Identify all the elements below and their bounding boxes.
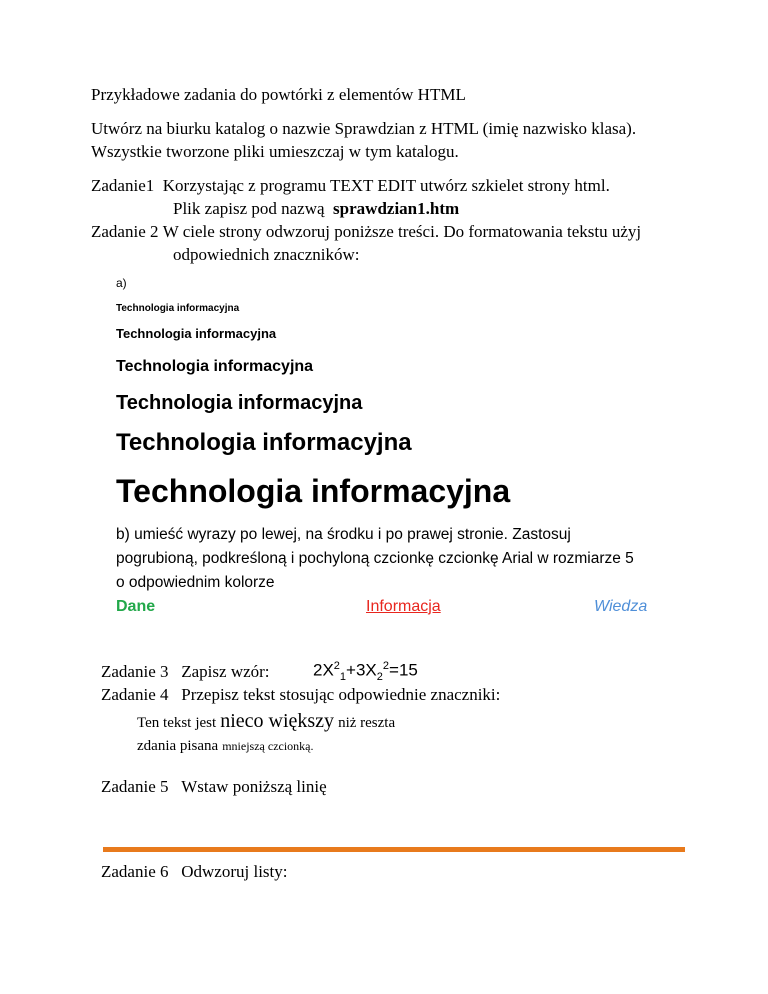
- task2-b-line2: pogrubioną, podkreśloną i pochyloną czcionkę czcionkę Arial w rozmiarze 5: [116, 550, 634, 567]
- task2-text: W ciele strony odwzoruj poniższe treści. Do formatowania tekstu użyj: [162, 222, 642, 241]
- task3-line: [101, 662, 270, 682]
- task2-line: [91, 222, 641, 242]
- formula-part-a: 2X: [313, 660, 334, 680]
- task5-label: Zadanie 5: [101, 777, 169, 796]
- task4-line: [101, 685, 500, 705]
- page-title: Przykładowe zadania do powtórki z elementów HTML: [91, 85, 466, 104]
- task4-sample-line1: [137, 710, 395, 733]
- task4-text: Przepisz tekst stosując odpowiednie znaczniki:: [181, 685, 501, 704]
- task3-label: Zadanie 3: [101, 662, 169, 681]
- formula-part-b: +3X: [346, 660, 377, 680]
- task6-line: [101, 862, 288, 882]
- task6-text: Odwzoruj listy:: [181, 862, 288, 881]
- formula: [313, 660, 418, 683]
- task1-label: Zadanie1: [91, 176, 155, 195]
- task1-line2: [173, 199, 459, 219]
- task5-text: Wstaw poniższą linię: [181, 777, 327, 796]
- intro-line-2: Wszystkie tworzone pliki umieszczaj w tym katalogu.: [91, 142, 459, 161]
- task2-line2: odpowiednich znaczników:: [173, 245, 360, 264]
- orange-horizontal-line: [103, 847, 685, 852]
- task2-b-line3: o odpowiednim kolorze: [116, 574, 275, 591]
- task2-a-label: a): [116, 276, 127, 290]
- sample-normal-1: Ten tekst: [137, 715, 192, 731]
- word-right: Wiedza: [594, 598, 648, 615]
- word-center: Informacja: [366, 598, 441, 615]
- heading-h1: Technologia informacyjna: [116, 473, 511, 509]
- task1-line: [91, 176, 610, 196]
- formula-part-c: =15: [389, 660, 418, 680]
- formula-sup-2: 2: [382, 660, 390, 672]
- heading-h6: Technologia informacyjna: [116, 303, 240, 314]
- task3-text: Zapisz wzór:: [181, 662, 270, 681]
- formula-sub-2: 2: [376, 671, 383, 684]
- intro-line-1: Utwórz na biurku katalog o nazwie Sprawdzian z HTML (imię nazwisko klasa).: [91, 119, 637, 138]
- heading-h4: Technologia informacyjna: [116, 358, 314, 375]
- task1-save-text: Plik zapisz pod nazwą: [173, 199, 325, 218]
- heading-h2: Technologia informacyjna: [116, 429, 412, 456]
- task4-label: Zadanie 4: [101, 685, 169, 704]
- word-left: Dane: [116, 598, 156, 615]
- task2-label: Zadanie 2: [91, 222, 159, 241]
- task1-text: Korzystając z programu TEXT EDIT utwórz szkielet strony html.: [162, 176, 610, 195]
- formula-sup-1: 2: [333, 660, 340, 672]
- heading-h3: Technologia informacyjna: [116, 392, 363, 414]
- sample-normal-2: jest: [195, 715, 217, 731]
- heading-h5: Technologia informacyjna: [116, 326, 277, 341]
- sample-small: mniejszą czcionką.: [222, 739, 314, 753]
- task5-line: [101, 777, 327, 797]
- task2-b-line1: b) umieść wyrazy po lewej, na środku i po prawej stronie. Zastosuj: [116, 526, 571, 543]
- task1-filename: sprawdzian1.htm: [333, 199, 460, 218]
- sample-normal-4: zdania pisana: [137, 738, 219, 754]
- formula-sub-1: 1: [339, 671, 347, 684]
- sample-big: nieco większy: [220, 710, 335, 732]
- task6-label: Zadanie 6: [101, 862, 169, 881]
- task4-sample-line2: [137, 737, 314, 755]
- sample-normal-3: niż reszta: [338, 715, 396, 731]
